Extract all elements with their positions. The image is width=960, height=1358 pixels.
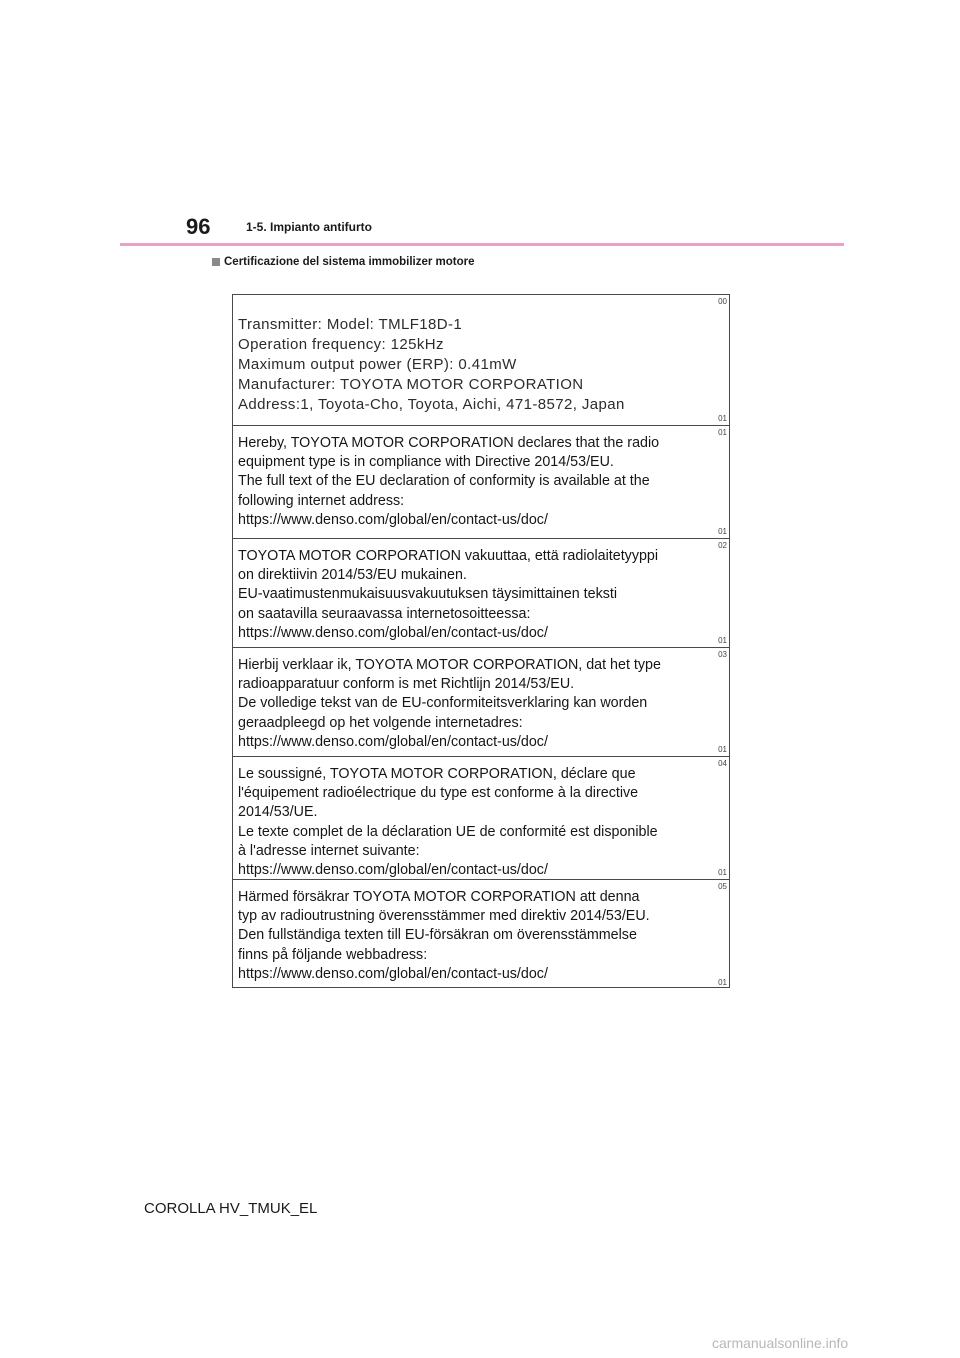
panel-text-line: Den fullständiga texten till EU-försäkran om överensstämmelse bbox=[238, 927, 637, 944]
panel-code-top: 01 bbox=[718, 428, 727, 437]
panel-code-bottom: 01 bbox=[718, 868, 727, 877]
panel-code-bottom: 01 bbox=[718, 745, 727, 754]
panel-text-line: equipment type is in compliance with Directive 2014/53/EU. bbox=[238, 454, 614, 471]
certificate-panel bbox=[233, 538, 729, 647]
panel-text-line: https://www.denso.com/global/en/contact-us/doc/ bbox=[238, 862, 548, 879]
panel-text-line: geraadpleegd op het volgende internetadres: bbox=[238, 714, 523, 731]
panel-text-line: finns på följande webbadress: bbox=[238, 946, 428, 963]
panel-text bbox=[238, 434, 701, 530]
square-bullet-icon bbox=[212, 258, 220, 266]
panel-text-line: https://www.denso.com/global/en/contact-us/doc/ bbox=[238, 511, 548, 528]
panel-code-bottom: 01 bbox=[718, 636, 727, 645]
header-rule bbox=[120, 243, 844, 246]
panel-code-bottom: 01 bbox=[718, 414, 727, 423]
panel-text-line: typ av radioutrustning överensstämmer med direktiv 2014/53/EU. bbox=[238, 908, 650, 925]
footer-model: COROLLA HV_TMUK_EL bbox=[144, 1200, 318, 1217]
section-heading bbox=[212, 256, 475, 268]
panel-text-line: Maximum output power (ERP): 0.41mW bbox=[238, 356, 517, 373]
panel-text-line: Härmed försäkrar TOYOTA MOTOR CORPORATION att denna bbox=[238, 889, 640, 905]
panel-text-line: De volledige tekst van de EU-conformiteitsverklaring kan worden bbox=[238, 695, 648, 712]
panel-code-top: 04 bbox=[718, 759, 727, 768]
panel-text-line: l'équipement radioélectrique du type est conforme à la directive bbox=[238, 785, 639, 802]
panel-text-line: Le soussigné, TOYOTA MOTOR CORPORATION, déclare que bbox=[238, 766, 636, 782]
panel-text-line: The full text of the EU declaration of conformity is available at the bbox=[238, 473, 650, 490]
panel-text-line: Manufacturer: TOYOTA MOTOR CORPORATION bbox=[238, 376, 584, 393]
certificate-panel bbox=[233, 425, 729, 538]
certificate-panel bbox=[233, 879, 729, 989]
panel-text bbox=[238, 315, 701, 415]
panel-text-line: https://www.denso.com/global/en/contact-us/doc/ bbox=[238, 624, 548, 641]
panel-text-line: 2014/53/UE. bbox=[238, 804, 318, 821]
panel-text-line: TOYOTA MOTOR CORPORATION vakuuttaa, että radiolaitetyyppi bbox=[238, 548, 659, 564]
panel-text-line: à l'adresse internet suivante: bbox=[238, 842, 420, 859]
panel-text bbox=[238, 765, 701, 880]
panel-text-line: on direktiivin 2014/53/EU mukainen. bbox=[238, 567, 467, 584]
panel-text-line: Hierbij verklaar ik, TOYOTA MOTOR CORPORATION, dat het type bbox=[238, 657, 661, 673]
panel-code-bottom: 01 bbox=[718, 978, 727, 987]
panel-text-line: Address:1, Toyota-Cho, Toyota, Aichi, 471-8572, Japan bbox=[238, 396, 625, 413]
certificate-panel bbox=[233, 295, 729, 425]
panel-text-line: https://www.denso.com/global/en/contact-us/doc/ bbox=[238, 965, 548, 982]
panel-code-top: 05 bbox=[718, 882, 727, 891]
certificate-box bbox=[232, 294, 730, 988]
panel-text-line: radioapparatuur conform is met Richtlijn 2014/53/EU. bbox=[238, 676, 575, 693]
certificate-panel bbox=[233, 647, 729, 756]
panel-text-line: on saatavilla seuraavassa internetosoitteessa: bbox=[238, 605, 531, 622]
panel-text bbox=[238, 888, 701, 984]
panel-text-line: Operation frequency: 125kHz bbox=[238, 336, 444, 353]
panel-text bbox=[238, 656, 701, 752]
panel-text-line: Transmitter: Model: TMLF18D-1 bbox=[238, 316, 463, 333]
section-heading-text: Certificazione del sistema immobilizer motore bbox=[224, 256, 475, 268]
panel-text-line: https://www.denso.com/global/en/contact-us/doc/ bbox=[238, 733, 548, 750]
watermark: carmanualsonline.info bbox=[712, 1335, 849, 1351]
panel-text-line: Hereby, TOYOTA MOTOR CORPORATION declares that the radio bbox=[238, 435, 660, 451]
panel-text-line: EU-vaatimustenmukaisuusvakuutuksen täysimittainen teksti bbox=[238, 586, 618, 603]
panel-code-top: 03 bbox=[718, 650, 727, 659]
panel-code-bottom: 01 bbox=[718, 527, 727, 536]
certificate-panel bbox=[233, 756, 729, 879]
panel-code-top: 00 bbox=[718, 297, 727, 306]
page-number: 96 bbox=[186, 214, 211, 239]
panel-text-line: Le texte complet de la déclaration UE de conformité est disponible bbox=[238, 823, 658, 840]
panel-text-line: following internet address: bbox=[238, 492, 405, 509]
chapter-title: 1-5. Impianto antifurto bbox=[246, 220, 372, 234]
panel-text bbox=[238, 547, 701, 643]
panel-code-top: 02 bbox=[718, 541, 727, 550]
